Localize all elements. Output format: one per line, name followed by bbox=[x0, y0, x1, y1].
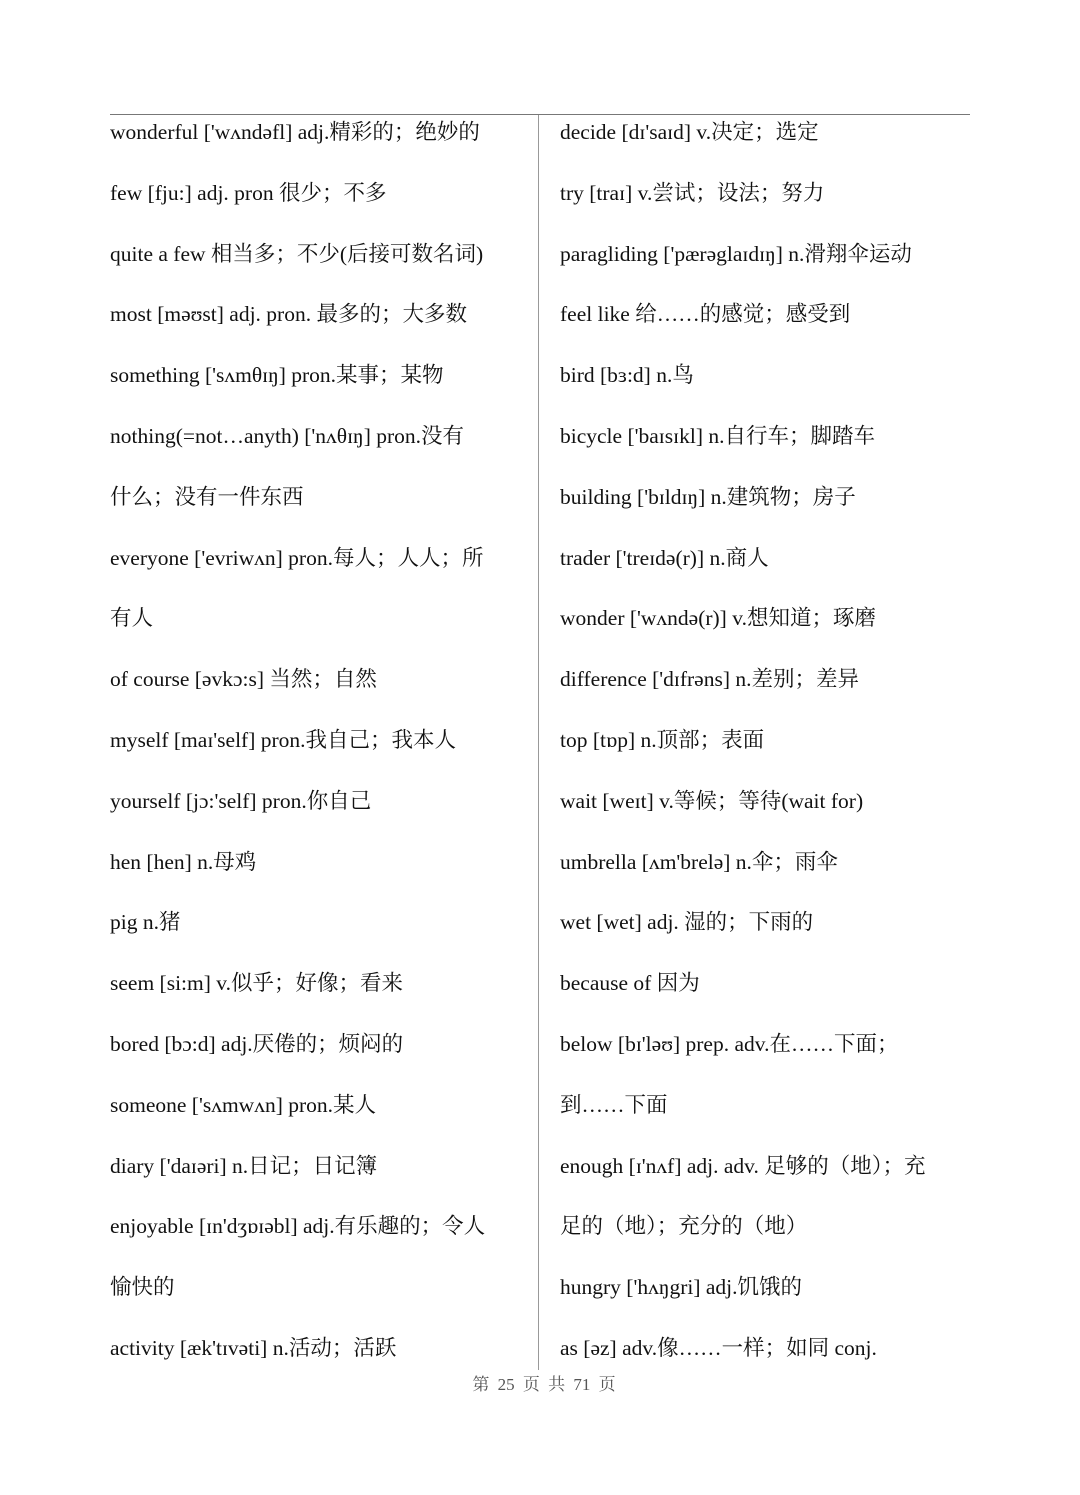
vocabulary-entry-line: below [bɪ'ləʊ] prep. adv.在……下面； bbox=[560, 1031, 899, 1056]
vocabulary-entry-line: difference ['dɪfrəns] n.差别；差异 bbox=[560, 667, 860, 692]
vocabulary-entry-line: seem [si:m] v.似乎；好像；看来 bbox=[110, 971, 404, 996]
vocabulary-entry-line: paragliding ['pærəglaɪdɪŋ] n.滑翔伞运动 bbox=[560, 241, 912, 266]
vocabulary-entry-line: nothing(=not…anyth) ['nʌθɪŋ] pron.没有 bbox=[110, 423, 465, 448]
vocabulary-entry-line: decide [dɪ'saɪd] v.决定；选定 bbox=[560, 120, 819, 144]
vocabulary-entry-line: most [məʊst] adj. pron. 最多的；大多数 bbox=[110, 302, 467, 327]
page-number-footer: 第 25 页 共 71 页 bbox=[472, 1375, 616, 1394]
vocabulary-entry-line: 愉快的 bbox=[110, 1275, 175, 1300]
vocabulary-entry-line: feel like 给……的感觉；感受到 bbox=[560, 302, 851, 327]
vocabulary-entry-line: 足的（地）；充分的（地） bbox=[560, 1214, 808, 1239]
left-vocabulary-column bbox=[110, 115, 535, 1392]
vocabulary-entry-line: bored [bɔ:d] adj.厌倦的；烦闷的 bbox=[110, 1031, 404, 1056]
vocabulary-entry-line: umbrella [ʌm'brelə] n.伞；雨伞 bbox=[560, 849, 838, 874]
vocabulary-entry-line: try [traɪ] v.尝试；设法；努力 bbox=[560, 180, 825, 205]
vocabulary-entry-line: diary ['daɪəri] n.日记；日记簿 bbox=[110, 1153, 378, 1178]
vocabulary-entry-line: 到……下面 bbox=[560, 1092, 668, 1117]
vocabulary-entry-line: myself [maɪ'self] pron.我自己；我本人 bbox=[110, 727, 457, 752]
vocabulary-entry-line: everyone ['evriwʌn] pron.每人；人人；所 bbox=[110, 545, 484, 570]
vocabulary-entry-line: few [fju:] adj. pron 很少；不多 bbox=[110, 180, 387, 205]
vocabulary-entry-line: hungry ['hʌŋgri] adj.饥饿的 bbox=[560, 1275, 803, 1300]
column-divider bbox=[538, 115, 539, 1370]
vocabulary-entry-line: activity [æk'tɪvəti] n.活动；活跃 bbox=[110, 1335, 397, 1360]
vocabulary-entry-line: enjoyable [ɪn'dʒɒɪəbl] adj.有乐趣的；令人 bbox=[110, 1214, 486, 1239]
right-vocabulary-column bbox=[560, 115, 975, 1392]
vocabulary-entry-line: top [tɒp] n.顶部；表面 bbox=[560, 727, 765, 752]
vocabulary-entry-line: 什么；没有一件东西 bbox=[110, 484, 304, 509]
vocabulary-entry-line: hen [hen] n.母鸡 bbox=[110, 849, 257, 874]
vocabulary-entry-line: wonder ['wʌndə(r)] v.想知道；琢磨 bbox=[560, 606, 876, 631]
vocabulary-entry-line: someone ['sʌmwʌn] pron.某人 bbox=[110, 1092, 377, 1117]
vocabulary-entry-line: enough [ɪ'nʌf] adj. adv. 足够的（地）；充 bbox=[560, 1153, 926, 1178]
vocabulary-entry-line: of course [əvkɔ:s] 当然；自然 bbox=[110, 667, 377, 692]
vocabulary-entry-line: bird [bɜ:d] n.鸟 bbox=[560, 363, 694, 388]
vocabulary-entry-line: wonderful ['wʌndəfl] adj.精彩的；绝妙的 bbox=[110, 120, 480, 144]
vocabulary-entry-line: something ['sʌmθɪŋ] pron.某事；某物 bbox=[110, 363, 444, 388]
vocabulary-entry-line: as [əz] adv.像……一样；如同 conj. bbox=[560, 1335, 877, 1360]
vocabulary-entry-line: trader ['treɪdə(r)] n.商人 bbox=[560, 545, 769, 570]
vocabulary-entry-line: wet [wet] adj. 湿的；下雨的 bbox=[560, 910, 814, 935]
vocabulary-entry-line: because of 因为 bbox=[560, 971, 700, 996]
vocabulary-entry-line: building ['bɪldɪŋ] n.建筑物；房子 bbox=[560, 484, 856, 509]
vocabulary-entry-line: pig n.猪 bbox=[110, 910, 181, 935]
vocabulary-entry-line: quite a few 相当多；不少(后接可数名词) bbox=[110, 241, 484, 266]
vocabulary-entry-line: yourself [jɔ:'self] pron.你自己 bbox=[110, 788, 372, 813]
vocabulary-entry-line: wait [weɪt] v.等候；等待(wait for) bbox=[560, 788, 864, 813]
vocabulary-entry-line: bicycle ['baɪsɪkl] n.自行车；脚踏车 bbox=[560, 423, 875, 448]
vocabulary-entry-line: 有人 bbox=[110, 606, 154, 631]
